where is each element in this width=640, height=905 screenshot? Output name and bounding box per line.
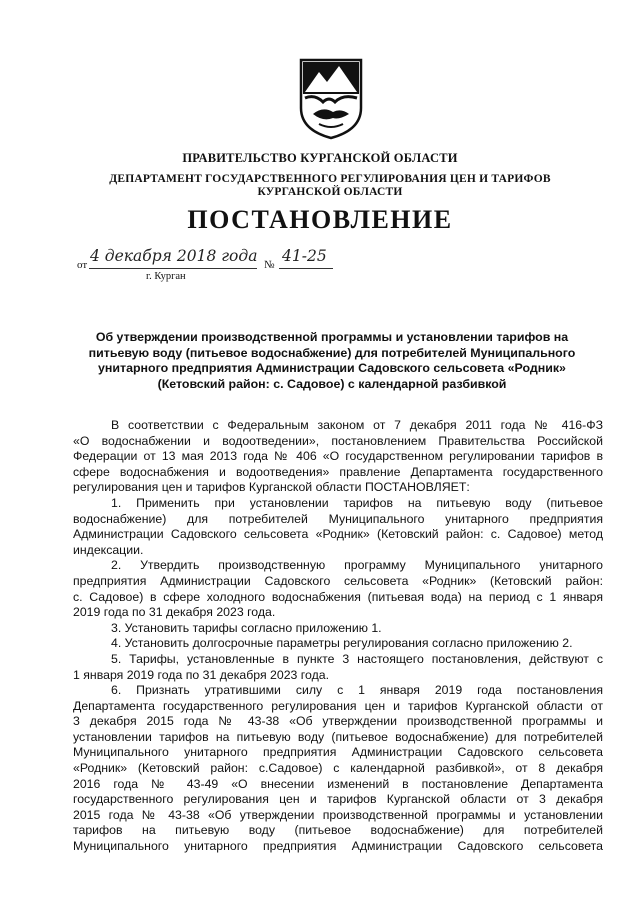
department-name: ДЕПАРТАМЕНТ ГОСУДАРСТВЕННОГО РЕГУЛИРОВАНИЯ ЦЕН И ТАРИФОВ КУРГАНСКОЙ ОБЛАСТИ — [109, 173, 551, 198]
body-line: «О водоснабжении и водоотведении», постановлением Правительства Российской — [73, 433, 603, 448]
body-line: с. Садовое) в сфере холодного водоснабжения (питьевая вода) на период с 1 января — [73, 589, 603, 604]
city-label: г. Курган — [146, 271, 186, 282]
body-line: В соответствии с Федеральным законом от 7 декабря 2011 года № 416-ФЗ — [111, 418, 603, 432]
body-line: тарифов на питьевую воду (питьевое водоснабжение) для потребителей — [73, 823, 603, 838]
body-line: 3. Установить тарифы согласно приложению 1. — [111, 620, 382, 635]
body-line: установлении тарифов на питьевую воду (питьевое водоснабжение) для потребителей — [73, 729, 603, 744]
document-type-title: ПОСТАНОВЛЕНИЕ — [187, 205, 453, 234]
body-line: 1 января 2019 года по 31 декабря 2023 года. — [73, 667, 330, 682]
body-line: сфере водоснабжения и водоотведения» правление Департамента государственного — [73, 464, 603, 479]
body-line: индексации. — [73, 542, 144, 557]
body-line: предприятия Администрации Садовского сельсовета «Родник» (Кетовский район: — [73, 573, 603, 588]
body-line: 4. Установить долгосрочные параметры регулирования согласно приложению 2. — [111, 636, 573, 651]
body-line: «Родник» (Кетовский район: с.Садовое) с календарной разбивкой», от 8 декабря — [73, 761, 603, 776]
body-line: Департамента государственного регулирования цен и тарифов Курганской области от — [73, 698, 603, 713]
body-line: 2015 года № 43-38 «Об утверждении производственной программы и установлении — [73, 807, 603, 822]
body-line: 5. Тарифы, установленные в пункте 3 настоящего постановления, действуют с — [111, 651, 603, 666]
body-line: Муниципального унитарного предприятия Администрации Садовского сельсовета — [73, 839, 603, 854]
body-line: государственного регулирования цен и тарифов Курганской области от 3 декабря — [73, 792, 603, 807]
number-label: № — [264, 259, 275, 271]
body-line: регулирования цен и тарифов Курганской области ПОСТАНОВЛЯЕТ: — [73, 480, 470, 495]
date-from-label: от — [77, 259, 88, 271]
body-line: 3 декабря 2015 года № 43-38 «Об утверждении производственной программы и — [73, 714, 603, 729]
number-underline — [279, 268, 333, 269]
body-line: Администрации Садовского сельсовета «Родник» (Кетовский район: с. Садовое) метод — [73, 527, 603, 542]
handwritten-date: 4 декабря 2018 года — [90, 247, 258, 265]
coat-of-arms-emblem — [299, 58, 363, 140]
government-name: ПРАВИТЕЛЬСТВО КУРГАНСКОЙ ОБЛАСТИ — [182, 151, 458, 165]
body-line: водоснабжение) для потребителей Муниципального унитарного предприятия — [73, 511, 603, 526]
body-line: Муниципального унитарного предприятия Администрации Садовского сельсовета — [73, 745, 603, 760]
date-underline — [89, 268, 257, 269]
document-body — [73, 418, 603, 855]
document-subject: Об утверждении производственной программы и установлении тарифов на питьевую воду (питьевое водоснабжение) для потребителей Муниципального унитарного предприятия Администрации Садовского сельсовета «Родник» (Кетовский район: с. Садовое) с календарной разбивкой — [88, 330, 576, 391]
handwritten-number: 41-25 — [282, 247, 327, 265]
body-line: 1. Применить при установлении тарифов на питьевую воду (питьевое — [111, 495, 603, 510]
body-line: 2. Утвердить производственную программу Муниципального унитарного — [111, 558, 603, 573]
body-line: 2016 года № 43-49 «О внесении изменений в постановление Департамента — [73, 776, 603, 791]
body-line: Федерации от 13 мая 2013 года № 406 «О государственном регулировании тарифов в — [73, 449, 603, 464]
body-line: 6. Признать утратившими силу с 1 января 2019 года постановления — [111, 683, 603, 698]
body-line: 2019 года по 31 декабря 2023 года. — [73, 605, 276, 620]
